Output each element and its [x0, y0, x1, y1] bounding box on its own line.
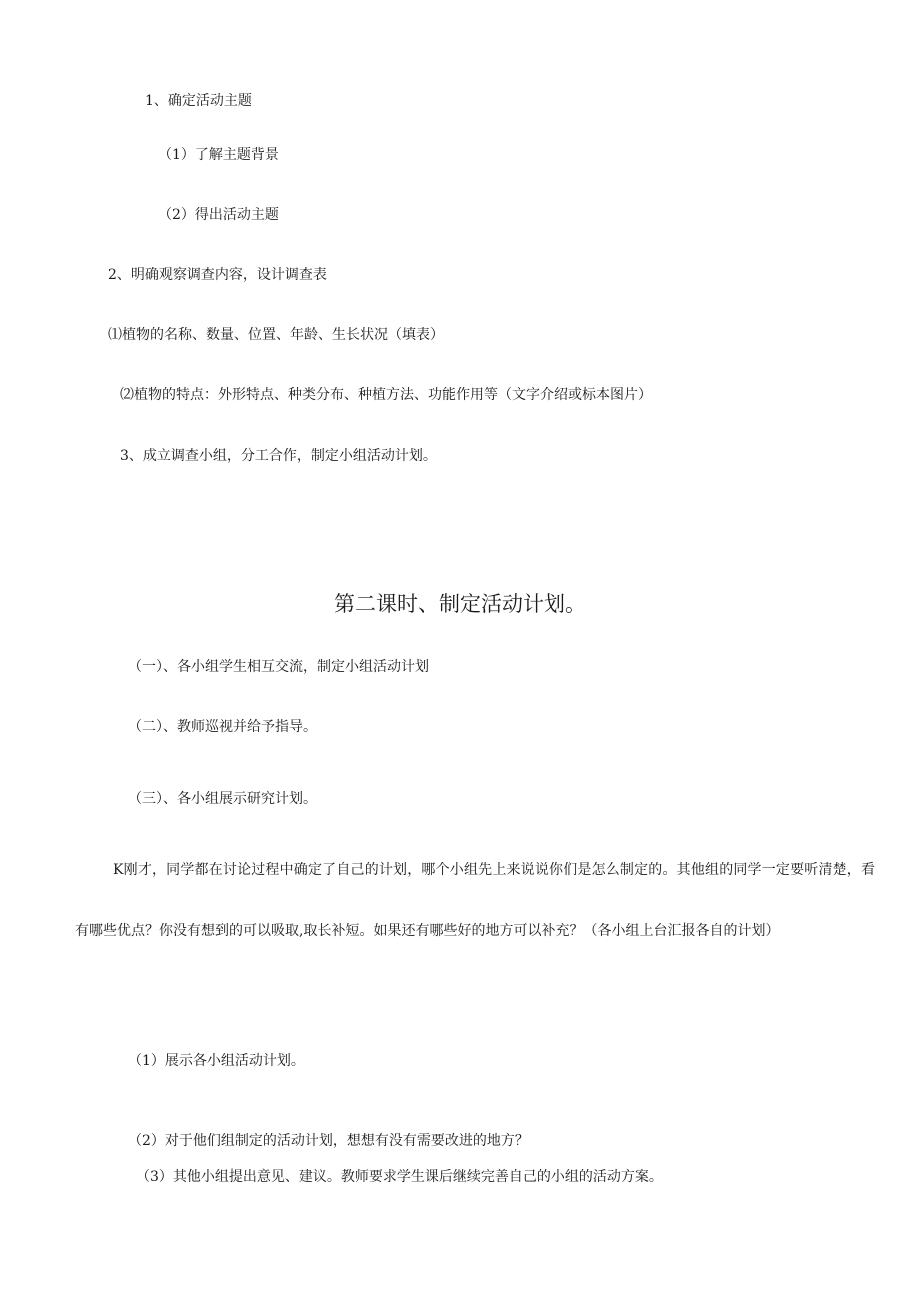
lesson-two-heading: 第二课时、制定活动计划。: [334, 592, 586, 616]
subitem-derive-theme: （2）得出活动主题: [158, 207, 279, 223]
point-plant-features: ⑵植物的特点：外形特点、种类分布、种植方法、功能作用等（文字介绍或标本图片）: [120, 387, 652, 403]
subitem-understand-background: （1）了解主题背景: [158, 147, 279, 163]
step-one: （一）、各小组学生相互交流，制定小组活动计划: [128, 659, 429, 675]
item-1-define-theme: 1、确定活动主题: [145, 93, 252, 109]
item-2-survey-content: 2、明确观察调查内容，设计调查表: [108, 267, 327, 283]
step-two: （二）、教师巡视并给予指导。: [128, 719, 317, 735]
subitem-improve-plans: （2）对于他们组制定的活动计划，想想有没有需要改进的地方？: [128, 1133, 529, 1149]
subitem-suggestions: （3）其他小组提出意见、建议。教师要求学生课后继续完善自己的小组的活动方案。: [136, 1169, 663, 1185]
step-three: （三）、各小组展示研究计划。: [128, 791, 317, 807]
teacher-paragraph: K刚才，同学都在讨论过程中确定了自己的计划，哪个小组先上来说说你们是怎么制定的。其他组的同学一定要听清楚，看有哪些优点？你没有想到的可以吸取,取长补短。如果还有哪些好的地方可以补充？（各小组上台汇报各自的计划）: [75, 862, 875, 939]
point-plant-basics: ⑴植物的名称、数量、位置、年龄、生长状况（填表）: [108, 327, 444, 343]
item-3-form-groups: 3、成立调查小组，分工合作，制定小组活动计划。: [120, 448, 437, 464]
subitem-show-plans: （1）展示各小组活动计划。: [128, 1053, 305, 1069]
